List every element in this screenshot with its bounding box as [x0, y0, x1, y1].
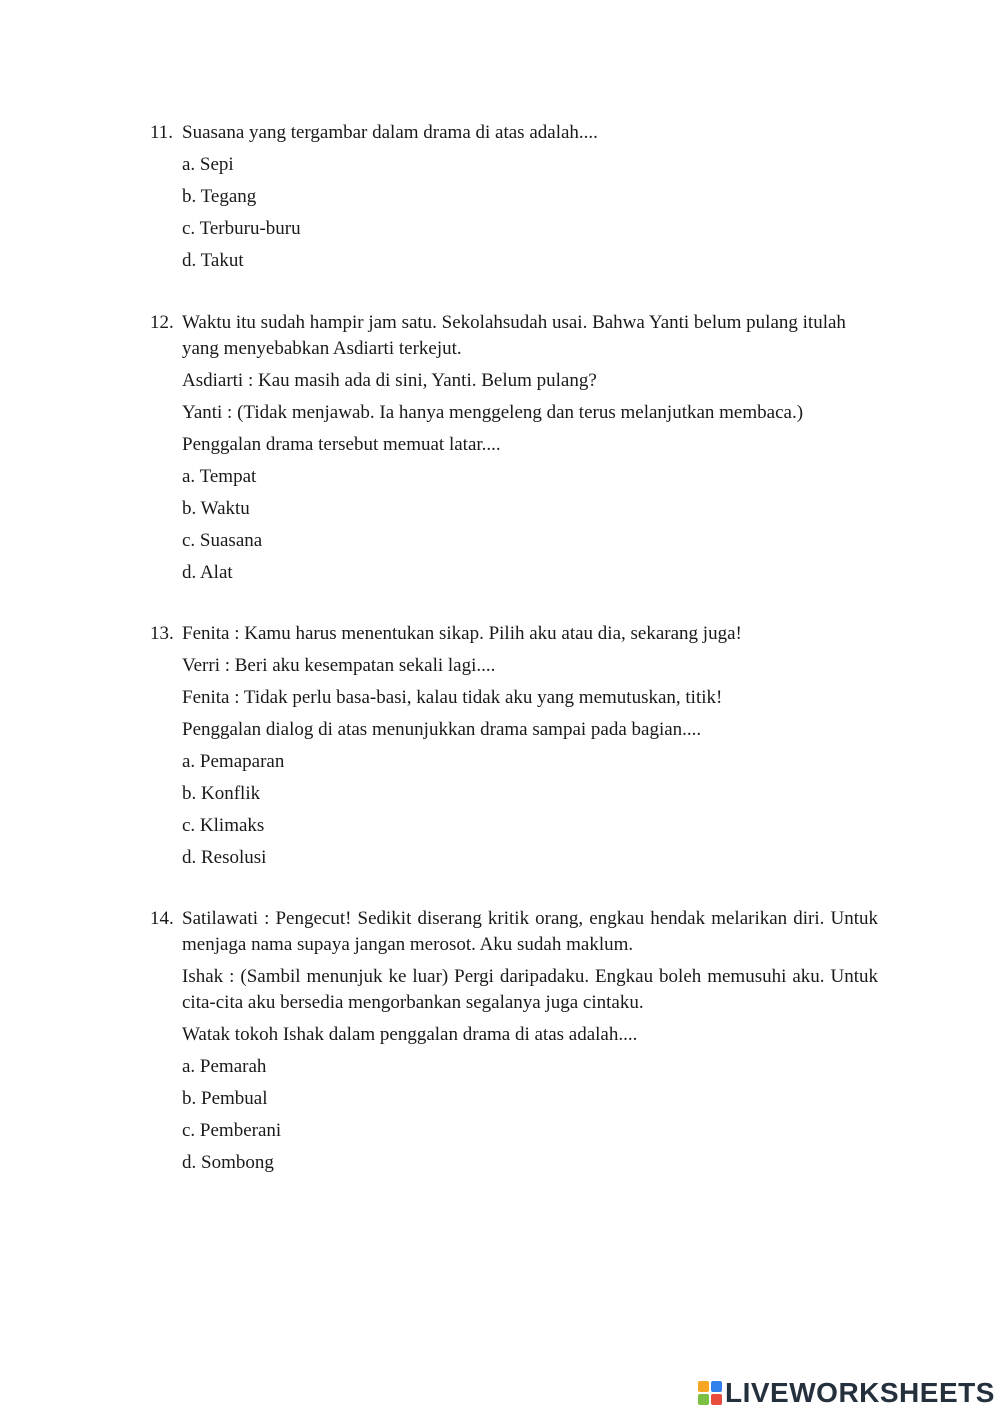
option-d: d. Alat — [182, 562, 233, 583]
question-14-stem — [150, 906, 878, 958]
logo-text: LIVEWORKSHEETS — [725, 1377, 995, 1408]
dialog-line: Asdiarti : Kau masih ada di sini, Yanti. Belum pulang? — [182, 370, 597, 391]
logo-square — [711, 1394, 722, 1405]
option-a: a. Tempat — [182, 466, 257, 487]
question-prompt: Penggalan dialog di atas menunjukkan drama sampai pada bagian.... — [182, 719, 702, 740]
logo-square — [711, 1381, 722, 1392]
option-b: b. Konflik — [182, 783, 261, 804]
question-text: Satilawati : Pengecut! Sedikit diserang kritik orang, engkau hendak melarikan diri. Untuk menjaga nama supaya jangan merosot. Aku sudah maklum. — [182, 908, 878, 955]
logo-square — [698, 1394, 709, 1405]
option-d: d. Takut — [182, 250, 244, 271]
liveworksheets-logo — [698, 1376, 995, 1410]
option-c: c. Terburu-buru — [182, 218, 301, 239]
option-d: d. Resolusi — [182, 847, 267, 868]
dialog-line: Ishak : (Sambil menunjuk ke luar) Pergi daripadaku. Engkau boleh memusuhi aku. Untuk cita-cita aku bersedia mengorbankan segalanya juga cintaku. — [182, 966, 878, 1013]
question-11-stem — [150, 120, 878, 146]
question-11 — [150, 120, 878, 274]
option-c: c. Suasana — [182, 530, 263, 551]
question-12-stem — [150, 310, 878, 362]
logo-grid-icon — [698, 1381, 722, 1405]
question-number: 12. — [150, 312, 174, 333]
option-b: b. Tegang — [182, 186, 257, 207]
logo-square — [698, 1381, 709, 1392]
question-text: Suasana yang tergambar dalam drama di atas adalah.... — [182, 122, 598, 143]
question-number: 13. — [150, 623, 174, 644]
dialog-line: Fenita : Tidak perlu basa-basi, kalau tidak aku yang memutuskan, titik! — [182, 687, 723, 708]
option-a: a. Pemaparan — [182, 751, 285, 772]
dialog-line: Yanti : (Tidak menjawab. Ia hanya menggeleng dan terus melanjutkan membaca.) — [182, 402, 804, 423]
option-c: c. Klimaks — [182, 815, 265, 836]
question-prompt: Penggalan drama tersebut memuat latar.... — [182, 434, 501, 455]
option-a: a. Pemarah — [182, 1056, 267, 1077]
question-number: 11. — [150, 122, 174, 143]
option-b: b. Pembual — [182, 1088, 268, 1109]
option-c: c. Pemberani — [182, 1120, 282, 1141]
option-b: b. Waktu — [182, 498, 250, 519]
question-13-stem — [150, 621, 878, 647]
dialog-line: Verri : Beri aku kesempatan sekali lagi.... — [182, 655, 496, 676]
question-text: Waktu itu sudah hampir jam satu. Sekolahsudah usai. Bahwa Yanti belum pulang itulah yang menyebabkan Asdiarti terkejut. — [182, 312, 846, 359]
question-prompt: Watak tokoh Ishak dalam penggalan drama di atas adalah.... — [182, 1024, 638, 1045]
question-13 — [150, 621, 878, 871]
question-text: Fenita : Kamu harus menentukan sikap. Pilih aku atau dia, sekarang juga! — [182, 623, 742, 644]
option-a: a. Sepi — [182, 154, 234, 175]
question-12 — [150, 310, 878, 586]
option-d: d. Sombong — [182, 1152, 274, 1173]
question-number: 14. — [150, 908, 174, 929]
question-14 — [150, 906, 878, 1176]
